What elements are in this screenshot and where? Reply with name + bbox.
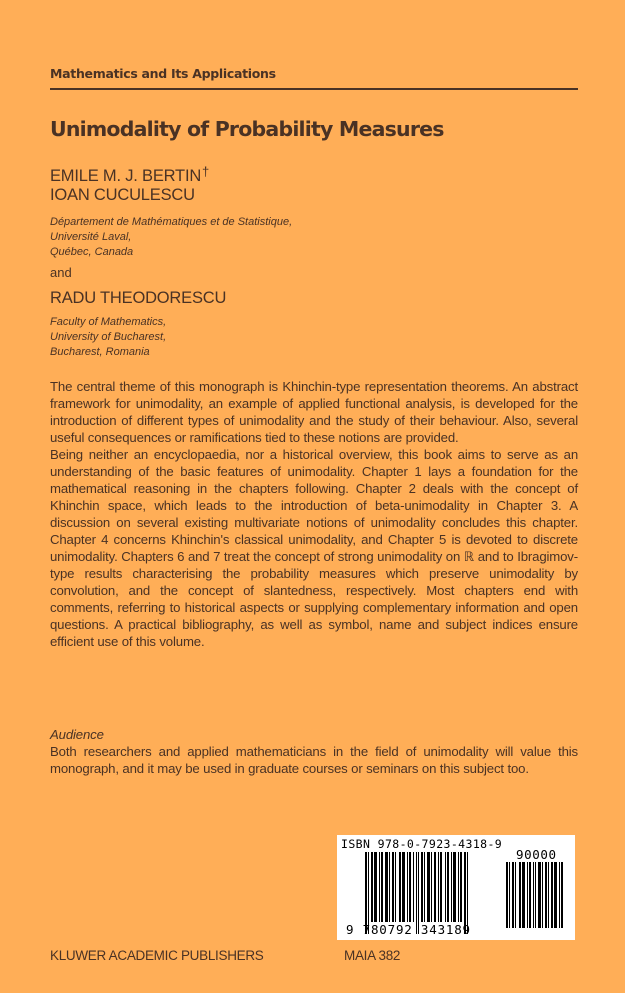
audience-heading: Audience: [50, 727, 104, 742]
dagger-mark: †: [202, 164, 210, 179]
barcode-addon-bars: [506, 862, 563, 928]
affiliation-2-line: Bucharest, Romania: [50, 346, 150, 358]
affiliation-2: [50, 315, 166, 360]
description-paragraph-2: Being neither an encyclopaedia, nor a historical overview, this book aims to serve as an understanding of the basic features of unimodality. Chapter 1 lays a foundation for the mathematical reasoning in the chapters following. Chapter 2 deals with the concept of Khinchin space, which leads to the introduction of beta-unimodality in Chapter 3. A discussion on several existing multivariate notions of unimodality concludes this chapter. Chapter 4 concerns Khinchin's classical unimodality, and Chapter 5 is devoted to discrete unimodality. Chapters 6 and 7 treat the concept of strong unimodality on ℝ and to Ibragimov-type results characterising the probability measures which preserve unimodality by convolution, and the concept of slantedness, respectively. Most chapters end with comments, referring to historical aspects or supplying complementary information and open questions. A practical bibliography, as well as symbol, name and subject indices ensure efficient use of this volume.: [50, 447, 578, 649]
author-1-name: EMILE M. J. BERTIN: [50, 167, 202, 185]
isbn-label: ISBN 978-0-7923-4318-9: [341, 837, 503, 851]
header-rule: [50, 88, 578, 90]
and-label: and: [50, 265, 72, 280]
affiliation-1-line: Département de Mathématiques et de Statistique,: [50, 216, 293, 228]
publisher-name: KLUWER ACADEMIC PUBLISHERS: [50, 948, 264, 963]
affiliation-1-line: Québec, Canada: [50, 246, 134, 258]
affiliation-1: [50, 215, 292, 260]
audience-text: Both researchers and applied mathematicians in the field of unimodality will value this monograph, and it may be used in graduate courses or seminars on this subject too.: [50, 744, 578, 776]
series-name: Mathematics and Its Applications: [50, 66, 276, 81]
description-paragraph-1: The central theme of this monograph is Khinchin-type representation theorems. An abstract framework for unimodality, an example of applied functional analysis, is developed for the introduction of different types of unimodality and the study of their behaviour. Also, several useful consequences or ramifications tied to these notions are provided.: [50, 379, 578, 445]
barcode-addon-price: 90000: [516, 847, 557, 862]
affiliation-1-line: Université Laval,: [50, 231, 132, 243]
author-2: IOAN CUCULESCU: [50, 186, 195, 204]
author-1: [50, 164, 209, 186]
affiliation-2-line: Faculty of Mathematics,: [50, 316, 167, 328]
affiliation-2-line: University of Bucharest,: [50, 331, 167, 343]
author-3: RADU THEODORESCU: [50, 289, 227, 307]
audience-section: [50, 726, 578, 777]
description: [50, 378, 578, 650]
series-code: MAIA 382: [344, 948, 401, 963]
barcode-digits: 9 780792 343189: [346, 922, 471, 937]
book-title: Unimodality of Probability Measures: [50, 117, 444, 141]
